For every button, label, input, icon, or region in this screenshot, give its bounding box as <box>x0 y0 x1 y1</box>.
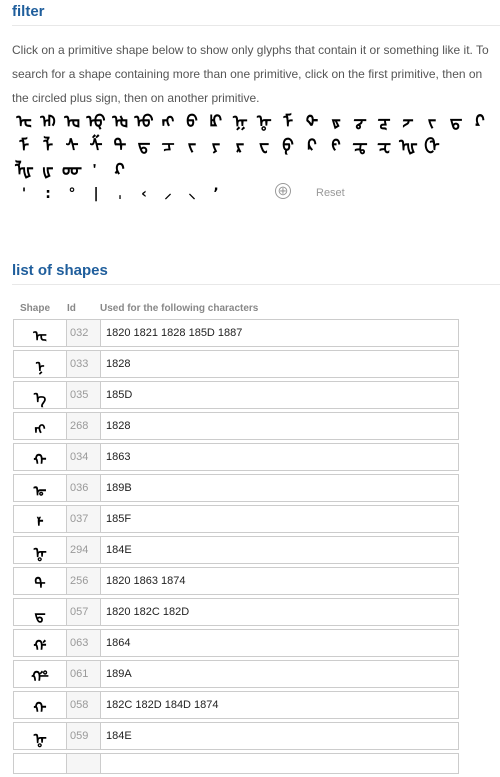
primitive-shape[interactable]: ᡏ <box>282 111 294 132</box>
shape-glyph[interactable]: ᠳ <box>13 598 67 626</box>
shape-id: 057 <box>67 598 100 626</box>
shape-glyph[interactable]: ᡝ <box>13 381 67 409</box>
primitive-shape[interactable]: ᠹ <box>282 135 294 156</box>
primitive-shape[interactable]: ᡔ <box>402 111 414 132</box>
chars-column-header: Used for the following characters <box>100 303 259 314</box>
shape-row[interactable] <box>13 567 459 595</box>
shape-glyph[interactable]: ᢚ <box>13 660 67 688</box>
primitive-shape[interactable]: ᡐ <box>305 111 319 132</box>
primitive-shape[interactable]: ⸜ <box>188 186 196 202</box>
primitive-shape[interactable]: ᡌ <box>209 111 223 132</box>
shape-characters: 185F <box>100 505 459 533</box>
shape-row[interactable] <box>13 319 459 347</box>
filter-description: Click on a primitive shape below to show only glyphs that contain it or something like it. To search for a shape containing more than one primitive, click on the first primitive, then on the circled plus sign, then on another primitive. <box>12 43 489 105</box>
shape-glyph[interactable]: ᠨ <box>13 350 67 378</box>
shape-row[interactable] <box>13 691 459 719</box>
filter-section-title: filter <box>12 3 45 20</box>
shape-row[interactable] <box>13 350 459 378</box>
shape-glyph[interactable]: ᡎ <box>13 722 67 750</box>
primitive-shape[interactable]: ᠺ <box>307 135 317 156</box>
shape-glyph[interactable]: ᡤ <box>13 629 67 657</box>
shape-characters: 1820 182C 182D <box>100 598 459 626</box>
primitive-shape[interactable]: ᡖ <box>449 111 463 132</box>
shape-row[interactable] <box>13 474 459 502</box>
shape-row[interactable] <box>13 753 459 774</box>
shape-id: 063 <box>67 629 100 657</box>
primitive-shape[interactable]: ᡇ <box>86 111 106 132</box>
primitive-shape[interactable]: ᡆ <box>64 111 80 132</box>
shape-row[interactable] <box>13 660 459 688</box>
primitive-shape[interactable]: ˌ <box>117 186 123 202</box>
circled-plus-icon[interactable]: ⊕ <box>275 183 291 199</box>
shape-row[interactable] <box>13 722 459 750</box>
shape-id: 032 <box>67 319 100 347</box>
primitive-row <box>12 134 498 158</box>
primitive-shape[interactable]: ᠰ <box>65 135 79 156</box>
primitive-shape[interactable]: ᡎ <box>256 111 272 132</box>
shape-glyph[interactable]: ᠩ <box>13 412 67 440</box>
primitive-shape-grid <box>12 110 498 206</box>
shape-id: 034 <box>67 443 100 471</box>
shape-id: 036 <box>67 474 100 502</box>
primitive-shape[interactable]: ° <box>68 186 76 202</box>
shape-characters: 1828 <box>100 412 459 440</box>
shape-id: 061 <box>67 660 100 688</box>
shape-characters: 1828 <box>100 350 459 378</box>
primitive-shape[interactable]: ᡅ <box>40 111 56 132</box>
primitive-shape[interactable]: ᠻ <box>331 135 341 156</box>
primitive-shape[interactable]: ᡘ <box>115 159 125 180</box>
primitive-shape[interactable]: | <box>93 186 99 202</box>
shape-glyph[interactable]: ᡟ <box>13 505 67 533</box>
shape-row[interactable] <box>13 412 459 440</box>
primitive-shape[interactable]: ᠲ <box>113 135 127 156</box>
shape-characters: 1864 <box>100 629 459 657</box>
shape-characters: 182C 182D 184D 1874 <box>100 691 459 719</box>
primitive-shape[interactable]: ᠽ <box>377 135 391 156</box>
shape-id: 294 <box>67 536 100 564</box>
primitive-shape[interactable]: ᡗ <box>475 111 485 132</box>
primitive-shape[interactable]: ᠿ <box>424 135 440 156</box>
id-column-header: Id <box>67 303 76 314</box>
primitive-shape[interactable]: ᡀ <box>14 159 34 180</box>
shape-id: 058 <box>67 691 100 719</box>
shape-characters: 1820 1821 1828 185D 1887 <box>100 319 459 347</box>
shape-id: 035 <box>67 381 100 409</box>
primitive-row <box>12 182 498 206</box>
shape-id: 256 <box>67 567 100 595</box>
primitive-shape[interactable]: ᠷ <box>235 135 245 156</box>
shape-glyph[interactable]: ᡎ <box>13 536 67 564</box>
shapes-table-header <box>13 303 459 316</box>
shape-glyph[interactable]: ᢛ <box>13 474 67 502</box>
primitive-shape[interactable]: ᠸ <box>258 135 270 156</box>
primitive-shape[interactable]: ᡒ <box>353 111 367 132</box>
primitive-row <box>12 110 498 134</box>
shape-row[interactable] <box>13 381 459 409</box>
shape-characters: 184E <box>100 536 459 564</box>
primitive-row <box>12 158 498 182</box>
shapes-section-title: list of shapes <box>12 262 108 279</box>
shape-glyph[interactable] <box>13 753 67 774</box>
primitive-shape[interactable]: ᡄ <box>16 111 32 132</box>
shape-glyph[interactable]: ᡄ <box>13 319 67 347</box>
primitive-shape[interactable]: ᠶ <box>211 135 221 156</box>
shape-id <box>67 753 100 774</box>
shape-id: 037 <box>67 505 100 533</box>
primitive-shape[interactable]: ᠾ <box>398 135 418 156</box>
shape-row[interactable] <box>13 443 459 471</box>
shape-characters: 1863 <box>100 443 459 471</box>
shape-id: 033 <box>67 350 100 378</box>
primitive-shape[interactable]: ᡊ <box>161 111 175 132</box>
primitive-shape[interactable]: ᡂ <box>61 159 82 180</box>
shape-glyph[interactable]: ᠬ <box>13 691 67 719</box>
shape-id: 268 <box>67 412 100 440</box>
shape-characters: 1820 1863 1874 <box>100 567 459 595</box>
shape-characters: 189A <box>100 660 459 688</box>
primitive-shape[interactable]: ᠼ <box>352 135 368 156</box>
shape-glyph[interactable]: ᡣ <box>13 443 67 471</box>
shape-characters: 189B <box>100 474 459 502</box>
shape-row[interactable] <box>13 598 459 626</box>
primitive-shape[interactable]: ‹ <box>141 186 147 202</box>
shapes-table <box>13 300 459 777</box>
shape-row[interactable] <box>13 505 459 533</box>
primitive-shape[interactable]: ᠳ <box>137 135 151 156</box>
primitive-shape[interactable]: ’ <box>213 186 219 202</box>
primitive-shape[interactable]: : <box>45 186 51 202</box>
shape-row[interactable] <box>13 629 459 657</box>
primitive-shape[interactable] <box>84 159 108 181</box>
primitive-shape[interactable]: ᡉ <box>134 111 154 132</box>
primitive-shape[interactable]: ᠯ <box>42 135 54 156</box>
shape-column-header: Shape <box>20 303 51 314</box>
primitive-shape[interactable]: ᡋ <box>186 111 198 132</box>
shape-characters: 184E <box>100 722 459 750</box>
shape-glyph[interactable]: ᠲ <box>13 567 67 595</box>
primitive-shape[interactable]: ᡕ <box>427 111 437 132</box>
filter-divider <box>12 25 500 26</box>
shape-id: 059 <box>67 722 100 750</box>
primitive-shape[interactable]: ᡓ <box>377 111 391 132</box>
shape-characters: 185D <box>100 381 459 409</box>
primitive-shape[interactable]: ᡍ <box>232 111 248 132</box>
shapes-divider <box>12 284 500 285</box>
primitive-shape[interactable]: ᡑ <box>331 111 341 132</box>
primitive-shape[interactable]: ' <box>21 186 27 202</box>
shape-row[interactable] <box>13 536 459 564</box>
primitive-shape[interactable]: ᠵ <box>187 135 197 156</box>
primitive-shape[interactable]: ᡁ <box>42 159 54 180</box>
reset-button[interactable]: Reset <box>316 187 345 199</box>
shape-characters <box>100 753 459 774</box>
primitive-shape[interactable]: ᠱ <box>89 135 103 156</box>
primitive-shape[interactable]: ᡈ <box>112 111 128 132</box>
primitive-shape[interactable]: ᠴ <box>161 135 175 156</box>
primitive-shape[interactable]: ᠮ <box>18 135 30 156</box>
primitive-shape[interactable]: ⸝ <box>164 186 172 202</box>
